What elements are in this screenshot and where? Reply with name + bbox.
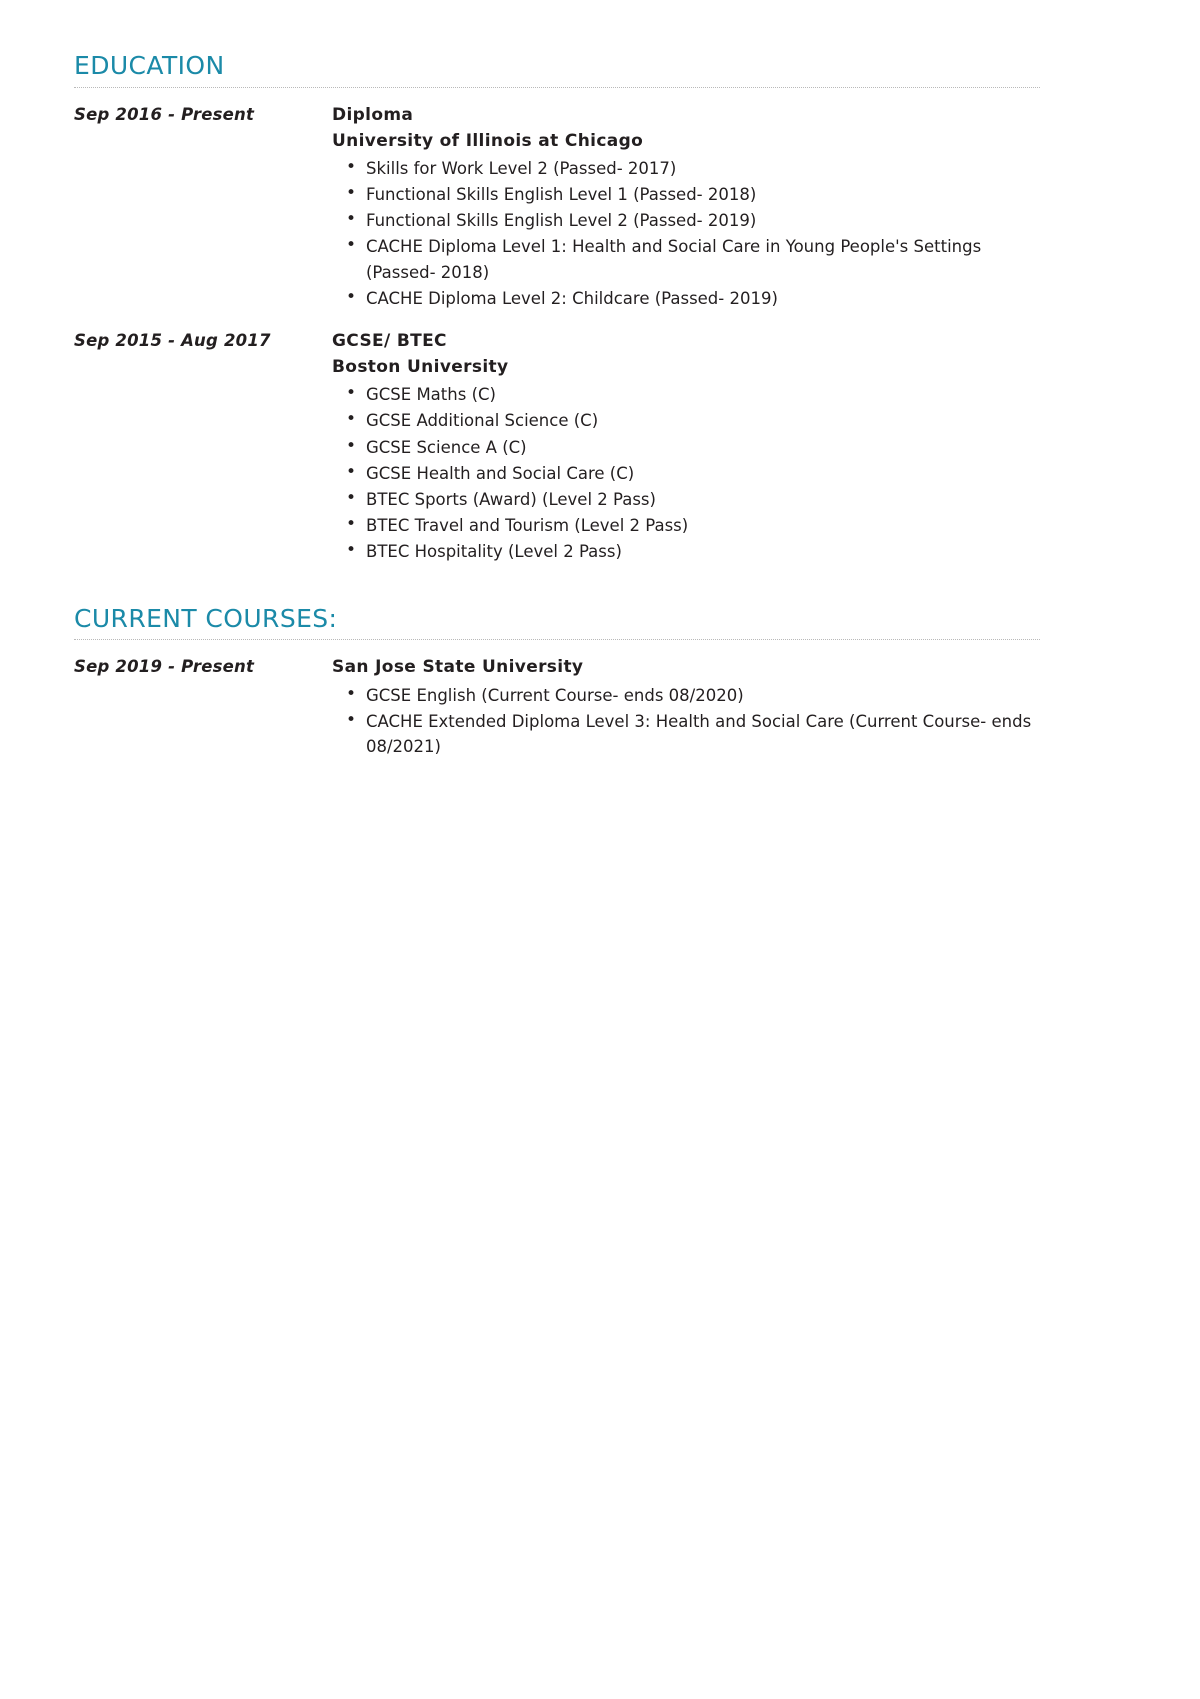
- list-item: • CACHE Extended Diploma Level 3: Health and Social Care (Current Course- ends 08/2021): [332, 709, 1040, 759]
- entry-date: Sep 2019 - Present: [74, 657, 255, 677]
- education-entry: [74, 328, 1040, 565]
- entry-spacer: [74, 318, 1040, 328]
- list-item: • GCSE Additional Science (C): [332, 408, 1040, 433]
- entry-organization: Boston University: [332, 357, 509, 377]
- education-entry: [74, 102, 1040, 312]
- current-course-entry: [74, 654, 1040, 760]
- entry-bullet-list: [332, 382, 1040, 564]
- entry-organization: San Jose State University: [332, 657, 584, 678]
- entry-organization: University of Illinois at Chicago: [332, 130, 644, 151]
- section-divider-education: [74, 87, 1040, 88]
- list-item: • GCSE Science A (C): [332, 435, 1040, 460]
- list-item: • BTEC Hospitality (Level 2 Pass): [332, 539, 1040, 564]
- entry-body: [332, 328, 1040, 565]
- section-spacer: [74, 571, 1040, 605]
- list-item: • BTEC Sports (Award) (Level 2 Pass): [332, 487, 1040, 512]
- section-education: [74, 52, 1040, 565]
- section-current-courses: [74, 605, 1040, 760]
- list-item: • Functional Skills English Level 2 (Passed- 2019): [332, 208, 1040, 233]
- list-item: • Functional Skills English Level 1 (Passed- 2018): [332, 182, 1040, 207]
- entry-date: Sep 2016 - Present: [74, 104, 255, 124]
- list-item: • GCSE Maths (C): [332, 382, 1040, 407]
- list-item: • CACHE Diploma Level 2: Childcare (Passed- 2019): [332, 286, 1040, 311]
- section-divider-current-courses: [74, 639, 1040, 640]
- entry-body: [332, 102, 1040, 312]
- entry-title: Diploma: [332, 104, 414, 125]
- entry-bullet-list: [332, 156, 1040, 310]
- entry-title: GCSE/ BTEC: [332, 330, 447, 351]
- list-item: • GCSE English (Current Course- ends 08/2020): [332, 683, 1040, 708]
- list-item: • BTEC Travel and Tourism (Level 2 Pass): [332, 513, 1040, 538]
- entry-bullet-list: [332, 683, 1040, 759]
- list-item: • CACHE Diploma Level 1: Health and Social Care in Young People's Settings (Passed- 2018): [332, 234, 1040, 284]
- section-heading-education: EDUCATION: [74, 51, 225, 80]
- list-item: • GCSE Health and Social Care (C): [332, 461, 1040, 486]
- entry-date: Sep 2015 - Aug 2017: [74, 330, 271, 350]
- entry-body: [332, 654, 1040, 760]
- section-heading-current-courses: CURRENT COURSES:: [74, 603, 338, 633]
- list-item: • Skills for Work Level 2 (Passed- 2017): [332, 156, 1040, 181]
